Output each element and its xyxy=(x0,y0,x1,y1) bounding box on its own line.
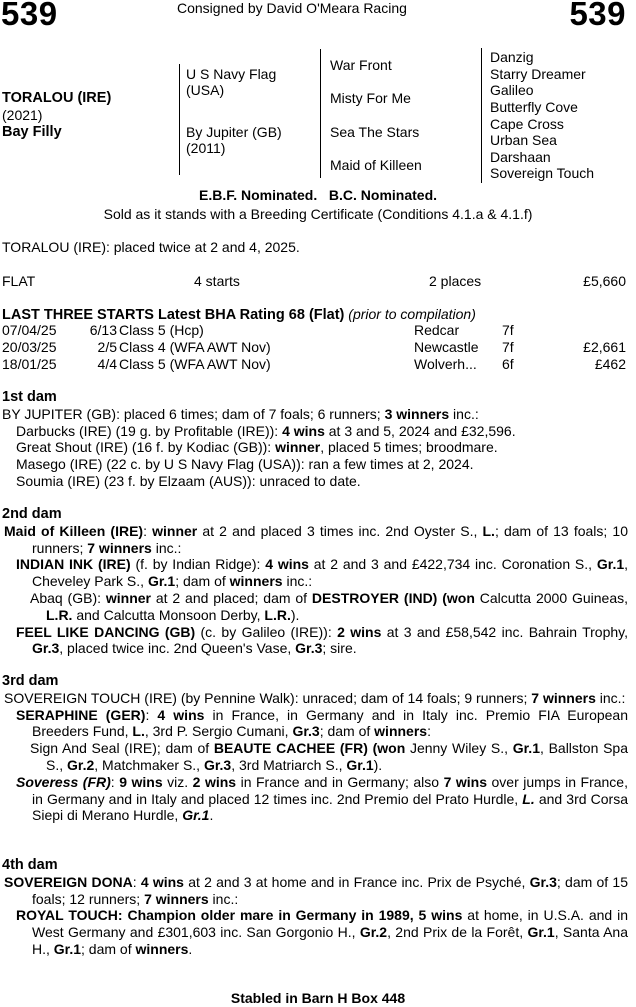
flat-label: FLAT xyxy=(2,273,36,289)
stabling-info: Stabled in Barn H Box 448 xyxy=(230,990,406,1006)
sire-dam: Misty For Me xyxy=(330,90,411,106)
second-dam-record: Maid of Killeen (IRE): winner at 2 and placed 3 times inc. 2nd Oyster S., L.; dam of 13 foals; 10 runners; 7 winners inc.: xyxy=(4,522,629,556)
first-dam-section xyxy=(2,389,628,490)
gen3-5: Cape Cross xyxy=(490,116,564,132)
horse-year: (2021) xyxy=(2,107,43,123)
flat-record xyxy=(2,273,628,290)
third-dam-heading: 3rd dam xyxy=(2,673,59,689)
flat-earnings: £5,660 xyxy=(583,273,626,289)
sire-origin: (USA) xyxy=(186,82,225,98)
gen3-7: Darshaan xyxy=(490,149,551,165)
fourth-dam-heading: 4th dam xyxy=(2,857,58,873)
produce-record: Sign And Seal (IRE); dam of BEAUTE CACHEE (FR) (won Jenny Wiley S., Gr.1, Ballston Spa S., Gr.2, Matchmaker S., Gr.3, 3rd Matriarch S., Gr.1). xyxy=(30,740,628,773)
run-row: 20/03/25 2/5 Class 4 (WFA AWT Nov) Newcastle 7f £2,661 xyxy=(2,339,626,355)
third-dam-section xyxy=(2,673,628,824)
produce-record: Masego (IRE) (22 c. by U S Navy Flag (USA)): ran a few times at 2, 2024. xyxy=(16,456,474,473)
gen3-2: Starry Dreamer xyxy=(490,66,586,82)
fourth-dam-section xyxy=(2,857,628,958)
sire-sire: War Front xyxy=(330,57,392,73)
produce-record: Soumia (IRE) (23 f. by Elzaam (AUS)): unraced to date. xyxy=(16,472,361,489)
lot-number-right: 539 xyxy=(569,0,626,32)
first-dam-heading: 1st dam xyxy=(2,389,57,405)
horse-name: TORALOU (IRE) xyxy=(2,90,112,106)
gen3-4: Butterfly Cove xyxy=(490,99,578,115)
sire-name: U S Navy Flag xyxy=(186,66,277,82)
gen3-8: Sovereign Touch xyxy=(490,165,595,181)
produce-record: Soveress (FR): 9 wins viz. 2 wins in France and in Germany; also 7 wins over jumps in France, in Germany and in Italy and placed 12 times inc. 2nd Premio del Prato Hurdle, L. and 3rd Corsa Siepi di Merano Hurdle, Gr.1. xyxy=(16,773,628,824)
sire xyxy=(186,66,276,98)
gen3-6: Urban Sea xyxy=(490,132,557,148)
gen3-1: Danzig xyxy=(490,49,534,65)
horse-colour-sex: Bay Filly xyxy=(2,124,62,140)
second-dam-heading: 2nd dam xyxy=(2,506,62,522)
produce-record: INDIAN INK (IRE) (f. by Indian Ridge): 4 wins at 2 and 3 and £422,734 inc. Coronation S., Gr.1, Cheveley Park S., Gr.1; dam of winners inc.: xyxy=(16,556,629,590)
nominations: E.B.F. Nominated. B.C. Nominated. xyxy=(198,187,438,203)
dam-name: By Jupiter (GB) xyxy=(186,124,282,140)
dam-sire: Sea The Stars xyxy=(330,124,420,140)
second-dam-section xyxy=(2,506,628,657)
run-row: 07/04/25 6/13 Class 5 (Hcp) Redcar 7f xyxy=(2,322,514,338)
dam-dam: Maid of Killeen xyxy=(330,157,422,173)
dam xyxy=(186,124,282,156)
produce-record: ROYAL TOUCH: Champion older mare in Germany in 1989, 5 wins at home, in U.S.A. and in West Germany and £301,603 inc. San Gorgonio H., Gr.2, 2nd Prix de la Forêt, Gr.1, Santa Ana H., Gr.1; dam of winners. xyxy=(16,907,629,957)
produce-record: Abaq (GB): winner at 2 and placed; dam of DESTROYER (IND) (won Calcutta 2000 Guineas, L.R. and Calcutta Monsoon Derby, L.R.). xyxy=(30,589,629,623)
run-row: 18/01/25 4/4 Class 5 (WFA AWT Nov) Wolverh... 6f £462 xyxy=(2,356,626,372)
pedigree-divider-2 xyxy=(320,49,321,178)
pedigree-divider-3 xyxy=(481,48,482,183)
produce-record: SERAPHINE (GER): 4 wins in France, in Germany and in Italy inc. Premio FIA European Breeders Fund, L., 3rd P. Sergio Cumani, Gr.3; dam of winners: xyxy=(16,706,629,740)
flat-starts: 4 starts xyxy=(194,273,240,289)
first-dam-intro: BY JUPITER (GB): placed 6 times; dam of 7 foals; 6 runners; 3 winners inc.: xyxy=(2,405,479,422)
flat-places: 2 places xyxy=(429,273,482,289)
third-dam-record: SOVEREIGN TOUCH (IRE) (by Pennine Walk): unraced; dam of 14 foals; 9 runners; 7 winners inc.: xyxy=(4,689,626,706)
produce-record: Great Shout (IRE) (16 f. by Kodiac (GB)): winner, placed 5 times; broodmare. xyxy=(16,439,498,456)
lot-number-left: 539 xyxy=(1,0,58,32)
consignor: Consigned by David O'Meara Racing xyxy=(177,0,407,16)
race-summary: TORALOU (IRE): placed twice at 2 and 4, 2025. xyxy=(2,239,300,255)
breeding-certificate-note: Sold as it stands with a Breeding Certificate (Conditions 4.1.a & 4.1.f) xyxy=(103,206,533,222)
produce-record: Darbucks (IRE) (19 g. by Profitable (IRE)): 4 wins at 3 and 5, 2024 and £32,596. xyxy=(16,422,516,439)
last-three-heading: LAST THREE STARTS Latest BHA Rating 68 (Flat) (prior to compilation) xyxy=(2,306,476,323)
fourth-dam-record: SOVEREIGN DONA: 4 wins at 2 and 3 at home and in France inc. Prix de Psyché, Gr.3; dam of 15 foals; 12 runners; 7 winners inc.: xyxy=(4,873,628,907)
produce-record: FEEL LIKE DANCING (GB) (c. by Galileo (IRE)): 2 wins at 3 and £58,542 inc. Bahrain Trophy, Gr.3, placed twice inc. 2nd Queen's Vase, Gr.3; sire. xyxy=(16,623,628,657)
dam-year: (2011) xyxy=(186,140,226,156)
gen3-3: Galileo xyxy=(490,82,534,98)
pedigree-divider-1 xyxy=(179,64,180,175)
